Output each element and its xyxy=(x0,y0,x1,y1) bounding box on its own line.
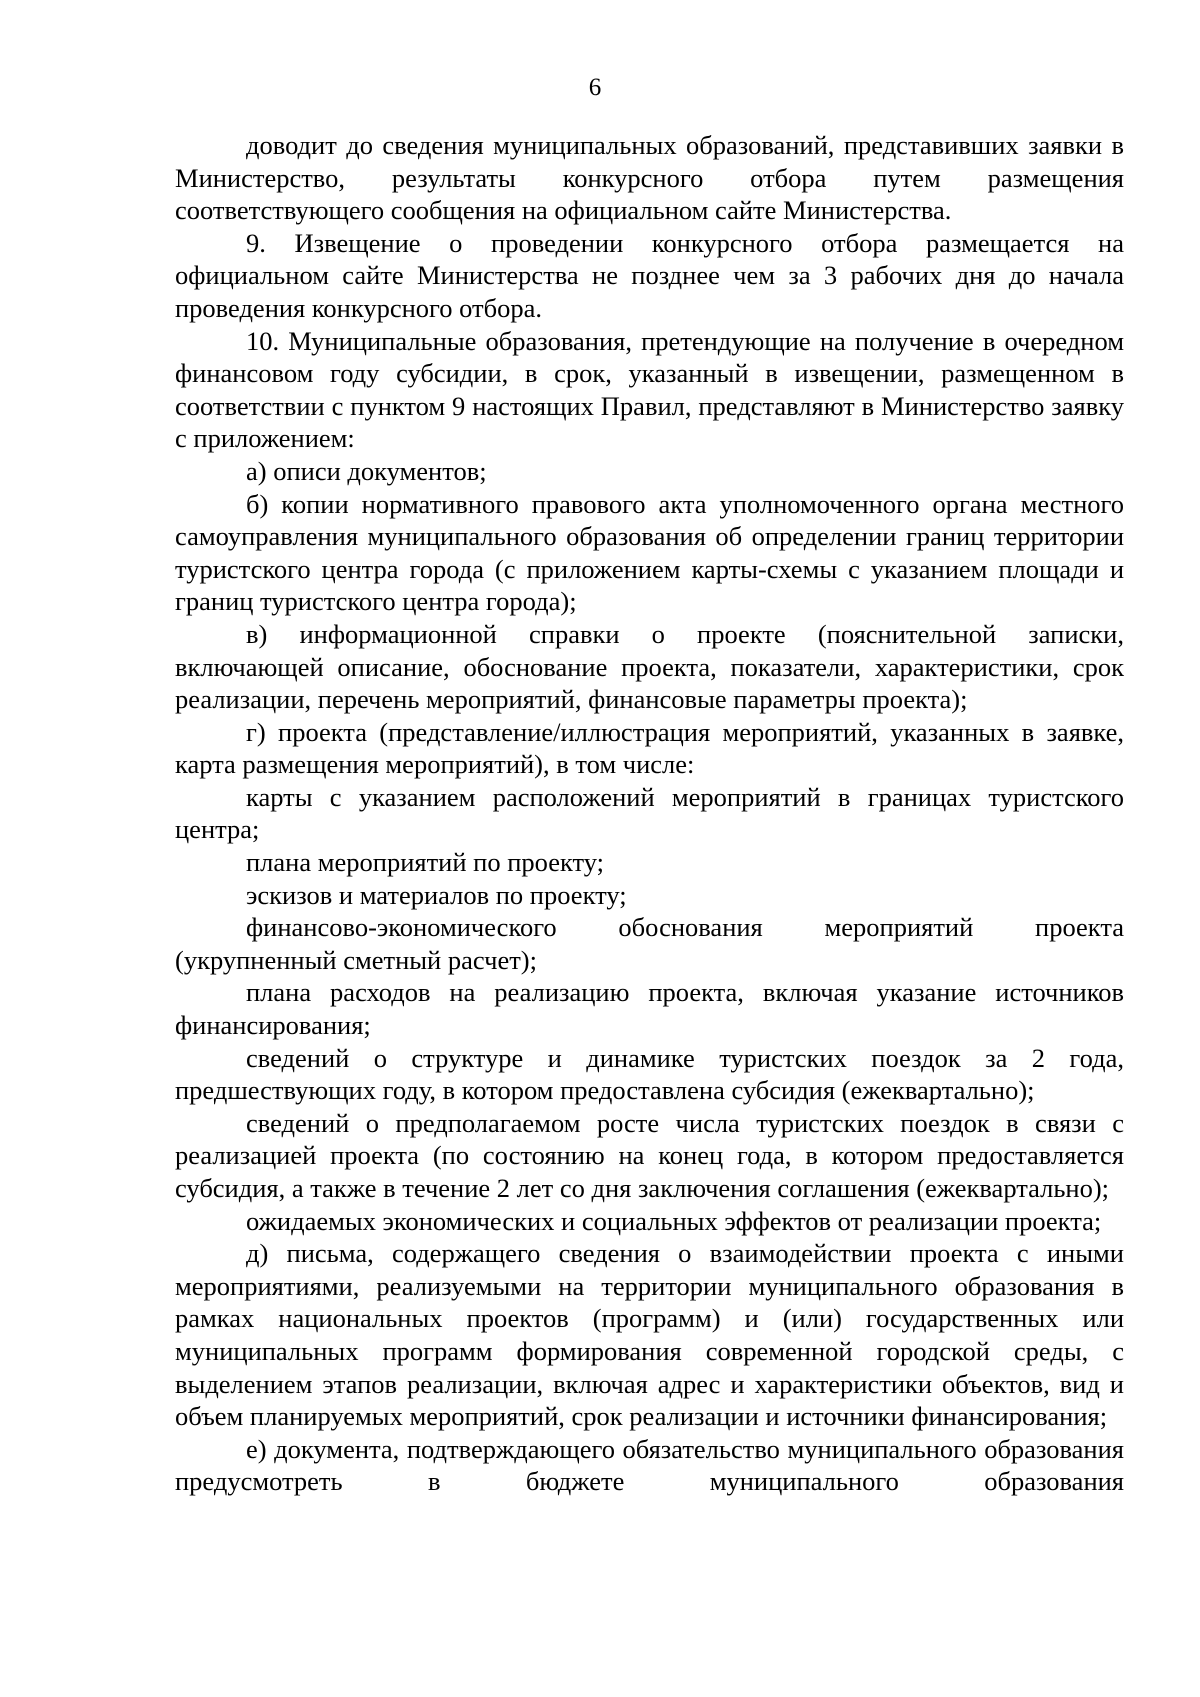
sub-item-expected-effects: ожидаемых экономических и социальных эффектов от реализации проекта; xyxy=(246,1205,1102,1236)
document-body xyxy=(175,129,1124,1498)
sub-item-plan: плана мероприятий по проекту; xyxy=(246,847,604,878)
list-item-e: е) документа, подтверждающего обязательство муниципального образования предусмотреть в бюджете муниципального образования xyxy=(175,1433,1124,1497)
sub-item-trip-structure: сведений о структуре и динамике туристских поездок за 2 года, предшествующих году, в котором предоставлена субсидия (ежеквартально); xyxy=(175,1042,1124,1106)
list-item-b: б) копии нормативного правового акта уполномоченного органа местного самоуправления муниципального образования об определении границ территории туристского центра города (с приложением карты-схемы с указанием площади и границ туристского центра города); xyxy=(175,488,1124,617)
paragraph-item-9: 9. Извещение о проведении конкурсного отбора размещается на официальном сайте Министерства не позднее чем за 3 рабочих дня до начала проведения конкурсного отбора. xyxy=(175,227,1124,323)
list-item-d: д) письма, содержащего сведения о взаимодействии проекта с иными мероприятиями, реализуемыми на территории муниципального образования в рамках национальных проектов (программ) и (или) государственных или муниципальных программ формирования современной городской среды, с выделением этапов реализации, включая адрес и характеристики объектов, вид и объем планируемых мероприятий, срок реализации и источники финансирования; xyxy=(175,1238,1124,1432)
list-item-v: в) информационной справки о проекте (пояснительной записки, включающей описание, обоснование проекта, показатели, характеристики, срок реализации, перечень мероприятий, финансовые параметры проекта); xyxy=(175,618,1124,715)
paragraph-intro: доводит до сведения муниципальных образований, представивших заявки в Министерство, результаты конкурсного отбора путем размещения соответствующего сообщения на официальном сайте Министерства. xyxy=(175,130,1124,226)
paragraph-item-10: 10. Муниципальные образования, претендующие на получение в очередном финансовом году субсидии, в срок, указанный в извещении, размещенном в соответствии с пунктом 9 настоящих Правил, представляют в Министерство заявку с приложением: xyxy=(175,325,1124,454)
list-item-g: г) проекта (представление/иллюстрация мероприятий, указанных в заявке, карта размещения мероприятий), в том числе: xyxy=(175,716,1124,780)
sub-item-trip-growth: сведений о предполагаемом росте числа туристских поездок в связи с реализацией проекта (по состоянию на конец года, в котором предоставляется субсидия, а также в течение 2 лет со дня заключения соглашения (ежеквартально); xyxy=(175,1107,1124,1203)
list-item-a: а) описи документов; xyxy=(246,455,487,486)
sub-item-expense-plan: плана расходов на реализацию проекта, включая указание источников финансирования; xyxy=(175,977,1124,1041)
page-number: 6 xyxy=(588,74,602,101)
sub-item-sketches: эскизов и материалов по проекту; xyxy=(246,879,627,910)
sub-item-financial-justification: финансово-экономического обоснования мероприятий проекта (укрупненный сметный расчет); xyxy=(175,912,1124,975)
sub-item-maps: карты с указанием расположений мероприятий в границах туристского центра; xyxy=(175,781,1124,845)
